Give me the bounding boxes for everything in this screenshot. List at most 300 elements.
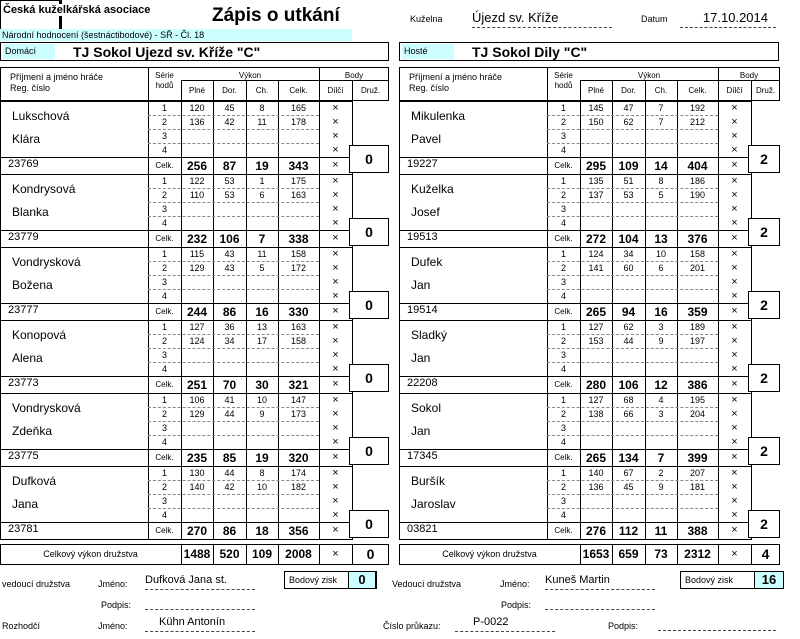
competition-label: Národní hodnocení (šestnáctibodové) - SŘ - Čl. 18 [0, 29, 352, 41]
guest-series-number: 1 [560, 395, 566, 405]
guest-series-value[interactable]: 197 [689, 336, 706, 346]
guest-player-surname[interactable]: Sladký [411, 328, 448, 342]
home-sub-point-mark: × [332, 422, 339, 434]
home-total-value: 343 [288, 159, 309, 173]
home-series-number: 1 [161, 322, 167, 332]
guest-player-firstname[interactable]: Jaroslav [411, 497, 456, 511]
guest-team-points: 4 [761, 546, 770, 562]
guest-signature-field[interactable] [545, 596, 655, 610]
guest-series-number: 1 [560, 103, 566, 113]
guest-series-value[interactable]: 135 [588, 176, 604, 186]
home-series-value[interactable]: 173 [290, 409, 307, 419]
guest-reg-number[interactable]: 19514 [407, 304, 438, 316]
home-series-value[interactable]: 165 [290, 103, 307, 113]
association-name: Česká kuželkářská asociace [0, 0, 62, 30]
home-total-value: 19 [255, 159, 269, 173]
home-series-value[interactable]: 140 [189, 482, 205, 492]
home-sub-point-mark: × [332, 248, 339, 260]
guest-series-number: 1 [560, 176, 566, 186]
guest-series-value[interactable]: 7 [658, 103, 664, 113]
guest-series-value[interactable]: 7 [658, 117, 664, 127]
home-series-number: 1 [161, 176, 167, 186]
home-sub-point-mark: × [332, 144, 339, 156]
guest-series-value[interactable]: 138 [588, 409, 604, 419]
venue-field[interactable]: Újezd sv. Kříže [472, 10, 612, 28]
guest-series-value[interactable]: 4 [658, 395, 664, 405]
home-total-value: 86 [222, 524, 237, 538]
home-sub-point-mark: × [332, 335, 339, 347]
home-series-value[interactable]: 6 [259, 190, 265, 200]
referee-signature-label: Podpis: [608, 621, 639, 631]
home-total-value: 244 [186, 305, 208, 319]
home-player-surname[interactable]: Dufková [12, 474, 57, 488]
home-series-value[interactable]: 174 [290, 468, 307, 478]
guest-sub-point-mark: × [731, 189, 738, 201]
home-sub-point-mark: × [332, 232, 339, 244]
home-team-tag: Domácí [3, 44, 55, 59]
guest-sub-point-mark: × [731, 509, 738, 521]
guest-miss-header: Ch. [654, 86, 668, 95]
guest-total-value: 404 [687, 159, 708, 173]
guest-series-value[interactable]: 190 [689, 190, 706, 200]
form-title: Zápis o utkání [212, 5, 340, 26]
guest-series-value[interactable]: 212 [689, 117, 706, 127]
guest-total-label: Celk. [554, 161, 573, 170]
home-series-value[interactable]: 124 [189, 336, 205, 346]
guest-total-label: Celk. [554, 526, 573, 535]
home-series-number: 4 [161, 145, 167, 155]
guest-total-value: 359 [687, 305, 708, 319]
home-player-firstname[interactable]: Blanka [12, 205, 49, 219]
home-series-header-2: hodů [155, 81, 174, 90]
guest-sub-point-mark: × [731, 349, 738, 361]
guest-series-value[interactable]: 51 [623, 176, 634, 186]
home-player-surname[interactable]: Vondrysková [12, 255, 81, 269]
guest-sub-point-mark: × [731, 290, 738, 302]
guest-series-value[interactable]: 6 [658, 263, 664, 273]
home-total-value: 19 [255, 451, 269, 465]
home-series-value[interactable]: 120 [189, 103, 205, 113]
guest-sub-point-mark: × [731, 130, 738, 142]
guest-player-surname[interactable]: Dufek [411, 255, 443, 269]
home-series-value[interactable]: 163 [290, 322, 307, 332]
home-series-value[interactable]: 127 [189, 322, 205, 332]
guest-performance-header: Výkon [637, 71, 661, 80]
home-series-number: 4 [161, 218, 167, 228]
guest-series-value[interactable]: 68 [623, 395, 634, 405]
guest-series-value[interactable]: 201 [689, 263, 706, 273]
home-reg-header: Reg. číslo [10, 83, 51, 93]
guest-series-value[interactable]: 67 [623, 468, 634, 478]
guest-signature-label: Podpis: [501, 600, 532, 610]
home-reg-number[interactable]: 23779 [8, 231, 39, 243]
home-player-points: 0 [349, 510, 389, 538]
home-series-number: 3 [161, 131, 167, 141]
home-series-value[interactable]: 115 [189, 249, 205, 259]
guest-total-value: 13 [654, 232, 668, 246]
home-reg-number[interactable]: 23769 [8, 158, 39, 170]
guest-series-number: 2 [560, 263, 566, 273]
home-player-surname[interactable]: Konopová [12, 328, 67, 342]
home-series-value[interactable]: 1 [259, 176, 265, 186]
home-team-total-value: 1488 [183, 547, 211, 561]
guest-series-value[interactable]: 66 [623, 409, 634, 419]
home-total-value: 356 [288, 524, 309, 538]
home-series-number: 3 [161, 204, 167, 214]
home-point-gain [284, 571, 377, 589]
guest-sub-point-mark: × [731, 335, 738, 347]
guest-series-value[interactable]: 44 [623, 336, 634, 346]
home-series-number: 3 [161, 423, 167, 433]
home-series-value[interactable]: 42 [224, 482, 235, 492]
home-series-number: 2 [161, 117, 167, 127]
guest-total-value: 386 [687, 378, 708, 392]
guest-team-name: TJ Sokol Dily "C" [472, 44, 588, 60]
home-team-total-value: 2008 [285, 547, 312, 561]
guest-series-value[interactable]: 153 [588, 336, 604, 346]
home-series-value[interactable]: 182 [290, 482, 307, 492]
guest-series-value[interactable]: 124 [588, 249, 604, 259]
guest-sub-point-mark: × [731, 276, 738, 288]
guest-player-firstname[interactable]: Pavel [411, 132, 442, 146]
date-label: Datum [641, 14, 668, 24]
guest-series-value[interactable]: 2 [658, 468, 664, 478]
guest-sub-point-mark: × [731, 467, 738, 479]
guest-series-value[interactable]: 3 [658, 322, 664, 332]
home-signature-field[interactable] [145, 596, 255, 610]
guest-team-total-value: 1653 [582, 547, 610, 561]
card-field[interactable]: P-0022 [455, 616, 555, 632]
home-series-value[interactable]: 10 [256, 482, 267, 492]
guest-reg-header: Reg. číslo [409, 83, 450, 93]
home-sub-point-mark: × [332, 408, 339, 420]
guest-series-value[interactable]: 10 [655, 249, 666, 259]
guest-total-value: 16 [654, 305, 668, 319]
guest-point-gain [680, 571, 783, 589]
home-team-total-value: 520 [219, 547, 240, 561]
guest-series-number: 4 [560, 510, 566, 520]
home-player-surname[interactable]: Vondrysková [12, 401, 81, 415]
home-series-value[interactable]: 129 [189, 263, 205, 273]
guest-series-header: Série [554, 71, 573, 80]
home-series-number: 2 [161, 263, 167, 273]
home-series-number: 2 [161, 409, 167, 419]
guest-series-value[interactable]: 140 [588, 468, 604, 478]
home-team-total-value: 109 [251, 547, 273, 561]
guest-series-value[interactable]: 3 [658, 409, 664, 419]
home-performance-header: Výkon [238, 71, 262, 80]
home-player-points: 0 [349, 291, 389, 319]
home-player-points: 0 [349, 218, 389, 246]
home-series-value[interactable]: 178 [290, 117, 307, 127]
guest-series-value[interactable]: 8 [658, 176, 664, 186]
home-player-points: 0 [349, 437, 389, 465]
guest-series-value[interactable]: 62 [623, 117, 634, 127]
guest-player-firstname[interactable]: Josef [411, 205, 440, 219]
home-reg-number[interactable]: 23781 [8, 523, 39, 535]
home-series-value[interactable]: 36 [224, 322, 235, 332]
guest-series-value[interactable]: 47 [623, 103, 634, 113]
home-player-firstname[interactable]: Božena [12, 278, 53, 292]
guest-reg-number[interactable]: 03821 [407, 523, 438, 535]
home-series-value[interactable]: 11 [257, 117, 267, 127]
guest-series-number: 3 [560, 423, 566, 433]
home-leader-field[interactable]: Dufková Jana st. [145, 574, 255, 590]
guest-series-header-2: hodů [554, 81, 573, 90]
guest-total-value: 7 [657, 451, 665, 465]
home-series-value[interactable]: 106 [189, 395, 205, 405]
guest-player-firstname[interactable]: Jan [411, 424, 431, 438]
guest-point-gain-label: Bodový zisk [685, 575, 734, 585]
home-series-value[interactable]: 110 [189, 190, 205, 200]
guest-series-value[interactable]: 145 [588, 103, 604, 113]
guest-series-number: 4 [560, 145, 566, 155]
guest-series-value[interactable]: 189 [689, 322, 706, 332]
guest-leader-name-label: Jméno: [500, 579, 530, 589]
home-series-value[interactable]: 43 [224, 249, 235, 259]
home-team-points-header: Druž. [360, 86, 381, 95]
guest-team-total-value: 659 [618, 547, 639, 561]
home-series-value[interactable]: 53 [224, 176, 235, 186]
guest-series-number: 3 [560, 350, 566, 360]
guest-series-value[interactable]: 5 [658, 190, 664, 200]
home-leader-label: vedoucí družstva [2, 579, 71, 589]
home-series-value[interactable]: 43 [224, 263, 235, 273]
guest-series-number: 1 [560, 249, 566, 259]
guest-total-value: 14 [654, 159, 668, 173]
home-series-value[interactable]: 129 [189, 409, 205, 419]
guest-series-number: 4 [560, 364, 566, 374]
guest-total-value: 104 [618, 232, 639, 246]
home-sub-point-mark: × [332, 262, 339, 274]
guest-sub-point-mark: × [731, 102, 738, 114]
home-series-value[interactable]: 158 [290, 336, 307, 346]
home-sub-point-mark: × [332, 524, 339, 536]
home-sub-point-mark: × [332, 175, 339, 187]
guest-sub-point-mark: × [731, 524, 738, 536]
guest-sub-points-header: Dílčí [726, 86, 743, 95]
home-points-header: Body [344, 71, 364, 80]
guest-series-value[interactable]: 53 [623, 190, 634, 200]
home-series-value[interactable]: 172 [290, 263, 307, 273]
home-series-number: 1 [161, 103, 167, 113]
home-series-number: 1 [161, 468, 167, 478]
home-series-value[interactable]: 13 [256, 322, 267, 332]
guest-sub-point-mark: × [731, 436, 738, 448]
home-sub-point-mark: × [332, 276, 339, 288]
guest-total-value: 112 [618, 524, 639, 538]
home-player-surname[interactable]: Kondrysová [12, 182, 76, 196]
home-total-value: 320 [288, 451, 309, 465]
guest-total-value: 109 [618, 159, 639, 173]
home-series-number: 3 [161, 277, 167, 287]
home-series-value[interactable]: 130 [189, 468, 205, 478]
home-series-value[interactable]: 11 [257, 249, 267, 259]
guest-sub-point-mark: × [731, 305, 738, 317]
home-total-value: 232 [186, 232, 208, 246]
home-series-value[interactable]: 5 [259, 263, 265, 273]
guest-team-points-header: Druž. [755, 86, 776, 95]
guest-series-value[interactable]: 158 [689, 249, 706, 259]
guest-reg-number[interactable]: 22208 [407, 377, 438, 389]
home-series-value[interactable]: 158 [290, 249, 307, 259]
home-series-value[interactable]: 8 [259, 103, 265, 113]
guest-series-value[interactable]: 34 [623, 249, 634, 259]
guest-sub-point-mark: × [731, 144, 738, 156]
guest-sub-point-mark: × [731, 217, 738, 229]
guest-series-value[interactable]: 141 [588, 263, 604, 273]
home-total-value: 70 [222, 378, 237, 392]
guest-leader-field[interactable]: Kuneš Martin [545, 574, 655, 590]
home-series-value[interactable]: 136 [189, 117, 205, 127]
home-player-surname[interactable]: Lukschová [12, 109, 70, 123]
home-reg-number[interactable]: 23773 [8, 377, 39, 389]
home-total-value: 86 [222, 305, 237, 319]
guest-player-surname[interactable]: Buršík [411, 474, 446, 488]
home-player-firstname[interactable]: Zdeňka [12, 424, 53, 438]
home-player-firstname[interactable]: Klára [12, 132, 41, 146]
home-series-number: 2 [161, 190, 167, 200]
guest-player-header: Příjmení a jméno hráče [409, 72, 503, 82]
guest-series-value[interactable]: 207 [689, 468, 706, 478]
guest-sub-point-mark: × [731, 321, 738, 333]
guest-series-number: 2 [560, 117, 566, 127]
home-total-value: 321 [288, 378, 309, 392]
home-series-value[interactable]: 10 [256, 395, 267, 405]
guest-series-number: 1 [560, 468, 566, 478]
home-series-value[interactable]: 53 [224, 190, 235, 200]
home-total-label: Celk. [155, 307, 174, 316]
guest-series-value[interactable]: 195 [689, 395, 706, 405]
home-sub-point-mark: × [332, 321, 339, 333]
guest-series-number: 3 [560, 131, 566, 141]
home-sub-point-mark: × [332, 290, 339, 302]
guest-team-total-value: 2312 [684, 547, 711, 561]
home-series-number: 4 [161, 437, 167, 447]
home-player-header: Příjmení a jméno hráče [10, 72, 104, 82]
guest-reg-number[interactable]: 19513 [407, 231, 438, 243]
guest-series-value[interactable]: 186 [689, 176, 706, 186]
guest-team-tag: Hosté [402, 44, 454, 59]
home-reg-number[interactable]: 23777 [8, 304, 39, 316]
guest-series-value[interactable]: 45 [623, 482, 634, 492]
home-team-name: TJ Sokol Ujezd sv. Kříže "C" [73, 44, 261, 60]
guest-series-value[interactable]: 127 [588, 395, 604, 405]
home-sub-point-mark: × [332, 394, 339, 406]
guest-player-firstname[interactable]: Jan [411, 278, 431, 292]
card-label: Číslo průkazu: [383, 621, 441, 631]
guest-total-value: 295 [585, 159, 607, 173]
guest-reg-number[interactable]: 17345 [407, 450, 438, 462]
guest-team-header [399, 42, 779, 61]
home-sub-point-mark: × [332, 130, 339, 142]
guest-series-value[interactable]: 127 [588, 322, 604, 332]
guest-reg-number[interactable]: 19227 [407, 158, 438, 170]
guest-full-header: Plné [587, 86, 604, 95]
home-signature-label: Podpis: [101, 600, 132, 610]
home-total-value: 330 [288, 305, 309, 319]
home-series-value[interactable]: 41 [224, 395, 235, 405]
guest-total-value: 12 [654, 378, 668, 392]
guest-series-number: 2 [560, 336, 566, 346]
referee-name-field[interactable]: Kühn Antonín [145, 616, 255, 632]
guest-series-value[interactable]: 9 [658, 336, 664, 346]
guest-series-value[interactable]: 136 [588, 482, 604, 492]
guest-series-number: 3 [560, 277, 566, 287]
guest-player-surname[interactable]: Kuželka [411, 182, 454, 196]
home-player-firstname[interactable]: Alena [12, 351, 43, 365]
home-total-value: 235 [186, 451, 208, 465]
guest-series-value[interactable]: 9 [658, 482, 664, 492]
home-series-value[interactable]: 8 [259, 468, 265, 478]
guest-series-value[interactable]: 181 [689, 482, 706, 492]
home-total-label: Celk. [155, 453, 174, 462]
guest-points-header: Body [739, 71, 759, 80]
home-total-value: 87 [222, 159, 237, 173]
home-series-value[interactable]: 9 [259, 409, 265, 419]
home-player-points: 0 [349, 364, 389, 392]
date-field[interactable]: 17.10.2014 [680, 10, 776, 28]
guest-total-value: 106 [618, 378, 639, 392]
home-total-value: 270 [186, 524, 208, 538]
guest-total-value: 280 [585, 378, 607, 392]
guest-player-points: 2 [748, 364, 780, 392]
guest-total-value: 388 [687, 524, 708, 538]
guest-total-value: 265 [585, 305, 607, 319]
home-series-value[interactable]: 45 [224, 103, 235, 113]
home-series-number: 4 [161, 510, 167, 520]
home-player-points: 0 [349, 145, 389, 173]
guest-sub-point-mark: × [731, 495, 738, 507]
guest-sub-point-mark: × [731, 422, 738, 434]
guest-series-value[interactable]: 204 [689, 409, 706, 419]
home-team-points: 0 [366, 546, 375, 562]
home-player-firstname[interactable]: Jana [12, 497, 39, 511]
home-sub-point-mark: × [332, 189, 339, 201]
home-total-value: 251 [186, 378, 208, 392]
guest-series-value[interactable]: 192 [689, 103, 706, 113]
home-sub-point-mark: × [332, 305, 339, 317]
home-series-value[interactable]: 122 [189, 176, 205, 186]
guest-series-number: 2 [560, 409, 566, 419]
home-series-value[interactable]: 147 [290, 395, 307, 405]
referee-signature-field[interactable] [658, 617, 776, 631]
guest-series-value[interactable]: 60 [623, 263, 634, 273]
home-sub-point-mark: × [332, 509, 339, 521]
home-series-value[interactable]: 42 [224, 117, 235, 127]
guest-sub-point-mark: × [731, 175, 738, 187]
home-series-value[interactable]: 175 [290, 176, 307, 186]
home-total-value: 16 [255, 305, 269, 319]
home-reg-number[interactable]: 23775 [8, 450, 39, 462]
guest-player-surname[interactable]: Mikulenka [411, 109, 466, 123]
home-series-value[interactable]: 44 [224, 409, 235, 419]
home-sub-point-mark: × [332, 217, 339, 229]
home-series-value[interactable]: 17 [256, 336, 267, 346]
guest-player-surname[interactable]: Sokol [411, 401, 442, 415]
home-series-value[interactable]: 34 [224, 336, 235, 346]
guest-sub-point-mark: × [731, 248, 738, 260]
guest-series-value[interactable]: 137 [588, 190, 604, 200]
home-total-value: 256 [186, 159, 208, 173]
home-series-value[interactable]: 44 [224, 468, 235, 478]
home-series-number: 2 [161, 482, 167, 492]
guest-player-firstname[interactable]: Jan [411, 351, 431, 365]
guest-series-value[interactable]: 62 [623, 322, 634, 332]
guest-series-value[interactable]: 150 [588, 117, 604, 127]
guest-sub-point-mark: × [731, 451, 738, 463]
home-series-value[interactable]: 163 [290, 190, 307, 200]
